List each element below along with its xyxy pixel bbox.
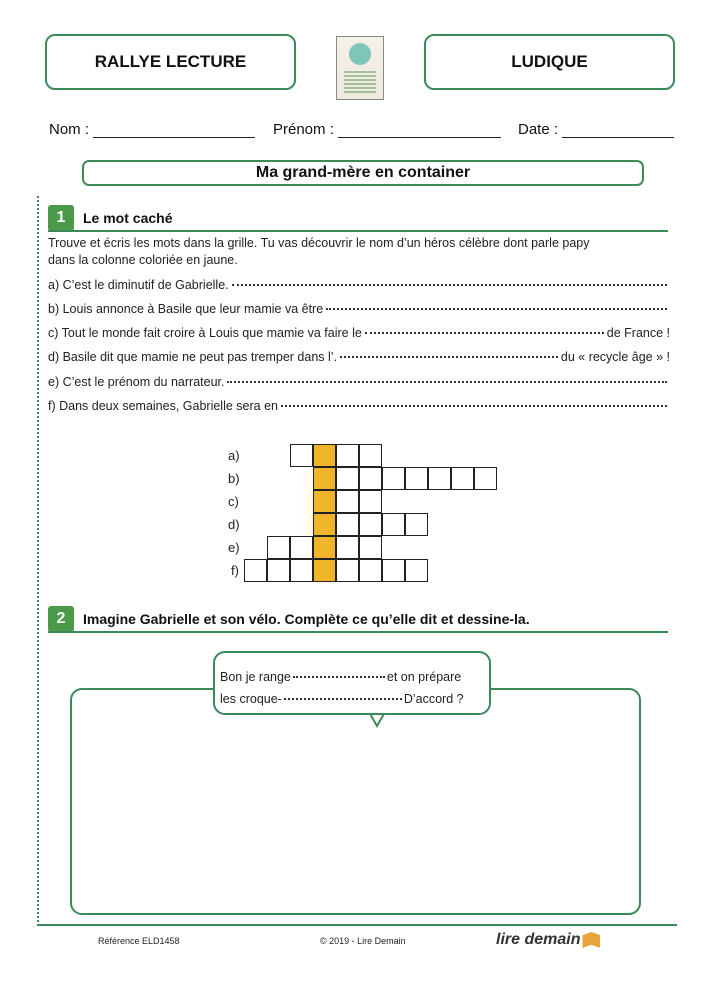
dotted-margin-divider: [37, 196, 39, 926]
header-rallye-lecture: RALLYE LECTURE: [45, 34, 296, 90]
nom-input-line[interactable]: [93, 122, 255, 138]
date-input-line[interactable]: [562, 122, 674, 138]
nom-field[interactable]: [49, 121, 255, 138]
grid-cell[interactable]: [382, 467, 405, 490]
grid-cell[interactable]: [405, 467, 428, 490]
grid-cell-highlighted[interactable]: [313, 536, 336, 559]
grid-cell[interactable]: [382, 513, 405, 536]
grid-cell[interactable]: [267, 559, 290, 582]
cover-pattern: [344, 71, 376, 93]
grid-cell[interactable]: [336, 444, 359, 467]
prenom-input-line[interactable]: [338, 122, 501, 138]
instructions-line-2: dans la colonne coloriée en jaune.: [48, 253, 238, 267]
grid-cell[interactable]: [359, 444, 382, 467]
question-f-answer-line[interactable]: [281, 405, 667, 407]
section-1-number: 1: [48, 205, 74, 231]
bubble-answer-2[interactable]: [284, 698, 402, 700]
grid-cell[interactable]: [336, 513, 359, 536]
bubble-answer-1[interactable]: [293, 676, 385, 678]
question-b[interactable]: [48, 302, 670, 316]
grid-cell[interactable]: [336, 467, 359, 490]
grid-row-label: e): [228, 540, 240, 555]
prenom-field[interactable]: [273, 121, 501, 138]
grid-cell[interactable]: [359, 513, 382, 536]
grid-cell-highlighted[interactable]: [313, 444, 336, 467]
speech-bubble: [213, 651, 491, 715]
bubble-line-1: [220, 670, 483, 692]
grid-cell[interactable]: [359, 559, 382, 582]
grid-cell-highlighted[interactable]: [313, 467, 336, 490]
grid-cell[interactable]: [359, 467, 382, 490]
question-d-text: d) Basile dit que mamie ne peut pas tremper dans l’.: [48, 350, 338, 364]
section-1-header: [48, 205, 172, 231]
grid-cell[interactable]: [474, 467, 497, 490]
section-2-header: [48, 606, 530, 632]
section-1-title: Le mot caché: [83, 210, 173, 226]
date-label: Date :: [518, 121, 559, 138]
question-f[interactable]: [48, 399, 670, 413]
footer-copyright: © 2019 - Lire Demain: [320, 936, 406, 946]
question-d[interactable]: [48, 350, 670, 364]
section-2-number: 2: [48, 606, 74, 632]
bubble-line-2-start: les croque-: [220, 692, 282, 706]
grid-cell[interactable]: [405, 559, 428, 582]
lire-demain-logo: [496, 931, 600, 949]
book-icon: [582, 932, 600, 948]
book-title: Ma grand-mère en container: [82, 160, 644, 186]
grid-cell[interactable]: [244, 559, 267, 582]
footer-rule: [37, 924, 677, 926]
question-c-text-end: de France !: [606, 326, 670, 340]
section-2-title: Imagine Gabrielle et son vélo. Complète ce qu’elle dit et dessine-la.: [83, 611, 530, 627]
grid-cell-highlighted[interactable]: [313, 490, 336, 513]
grid-cell[interactable]: [382, 559, 405, 582]
bubble-line-2: [220, 692, 483, 714]
grid-cell[interactable]: [267, 536, 290, 559]
date-field[interactable]: [518, 121, 674, 138]
grid-row-label: b): [228, 471, 240, 486]
question-c-text: c) Tout le monde fait croire à Louis que mamie va faire le: [48, 326, 362, 340]
question-d-answer-line[interactable]: [340, 356, 558, 358]
grid-cell[interactable]: [359, 490, 382, 513]
question-b-text: b) Louis annonce à Basile que leur mamie va être: [48, 302, 324, 316]
grid-cell-highlighted[interactable]: [313, 559, 336, 582]
drawing-area[interactable]: [70, 688, 641, 915]
prenom-label: Prénom :: [273, 121, 334, 138]
question-a[interactable]: [48, 278, 670, 292]
grid-row-label: a): [228, 448, 240, 463]
book-cover-image: [336, 36, 384, 100]
question-e-text: e) C’est le prénom du narrateur.: [48, 375, 225, 389]
header-ludique: LUDIQUE: [424, 34, 675, 90]
grid-cell[interactable]: [336, 536, 359, 559]
grid-cell[interactable]: [451, 467, 474, 490]
bubble-line-1-end: et on prépare: [386, 670, 462, 684]
question-a-answer-line[interactable]: [232, 284, 667, 286]
cover-emblem-icon: [349, 43, 371, 65]
question-c[interactable]: [48, 326, 670, 340]
instructions-line-1: Trouve et écris les mots dans la grille. Tu vas découvrir le nom d’un héros célèbre dont parle papy: [48, 236, 590, 250]
grid-cell[interactable]: [428, 467, 451, 490]
grid-row-label: d): [228, 517, 240, 532]
grid-row-label: f): [231, 563, 239, 578]
section-2-rule: [48, 631, 668, 633]
grid-cell[interactable]: [336, 559, 359, 582]
footer-reference: Référence ELD1458: [98, 936, 180, 946]
grid-cell[interactable]: [290, 536, 313, 559]
question-d-text-end: du « recycle âge » !: [560, 350, 670, 364]
question-e[interactable]: [48, 375, 670, 389]
grid-cell[interactable]: [336, 490, 359, 513]
grid-row-label: c): [228, 494, 239, 509]
question-c-answer-line[interactable]: [365, 332, 604, 334]
question-a-text: a) C’est le diminutif de Gabrielle.: [48, 278, 229, 292]
nom-label: Nom :: [49, 121, 90, 138]
grid-cell[interactable]: [290, 559, 313, 582]
logo-text: lire demain: [496, 931, 581, 948]
question-b-answer-line[interactable]: [326, 308, 667, 310]
grid-cell[interactable]: [359, 536, 382, 559]
section-1-rule: [48, 230, 668, 232]
bubble-line-1-start: Bon je range: [220, 670, 291, 684]
grid-cell[interactable]: [405, 513, 428, 536]
grid-cell[interactable]: [290, 444, 313, 467]
question-f-text: f) Dans deux semaines, Gabrielle sera en: [48, 399, 278, 413]
section-1-instructions: [48, 235, 589, 269]
question-e-answer-line[interactable]: [227, 381, 667, 383]
grid-cell-highlighted[interactable]: [313, 513, 336, 536]
bubble-line-2-end: D’accord ?: [403, 692, 464, 706]
